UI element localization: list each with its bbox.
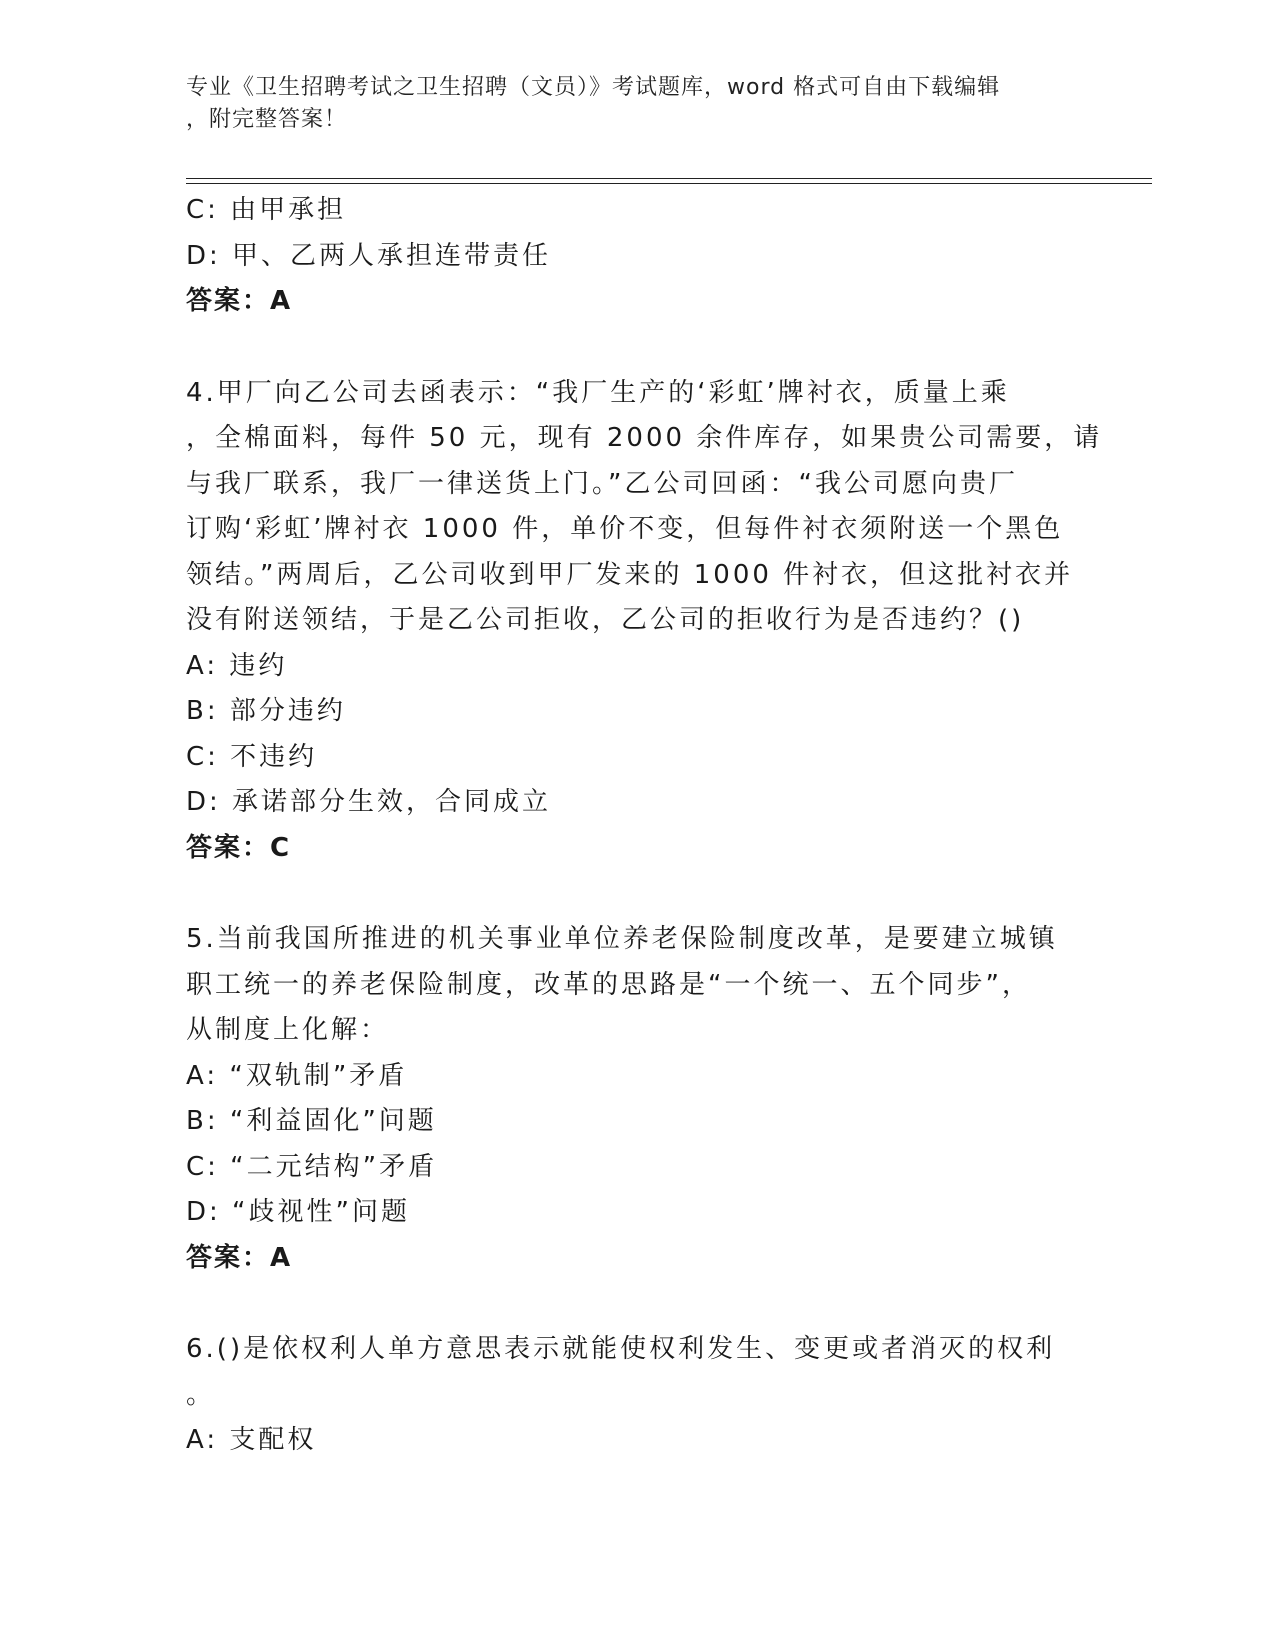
question-text-line: 5.当前我国所推进的机关事业单位养老保险制度改革，是要建立城镇 <box>186 924 1058 954</box>
question-3-tail <box>186 188 1086 325</box>
answer-line: 答案：A <box>186 1242 293 1273</box>
header-line-1: 专业《卫生招聘考试之卫生招聘（文员）》考试题库，word 格式可自由下载编辑 <box>186 75 1001 100</box>
option-a: A: 违约 <box>186 650 288 681</box>
question-text-line: 6.()是依权利人单方意思表示就能使权利发生、变更或者消灭的权利 <box>186 1334 1056 1364</box>
answer-line: 答案：A <box>186 286 293 316</box>
option-d: D: “歧视性”问题 <box>186 1197 410 1227</box>
spacer <box>186 871 1086 917</box>
question-text-line: 没有附送领结，于是乙公司拒收，乙公司的拒收行为是否违约？() <box>186 605 1025 635</box>
header-rule-top <box>186 178 1152 179</box>
page-header <box>186 72 1066 136</box>
option-c: C: 由甲承担 <box>186 195 347 225</box>
question-text-line: ，全棉面料，每件 50 元，现有 2000 余件库存，如果贵公司需要，请 <box>186 423 1103 453</box>
question-5 <box>186 917 1086 1281</box>
option-b: B: 部分违约 <box>186 696 346 726</box>
option-c: C: “二元结构”矛盾 <box>186 1151 438 1182</box>
option-d: D: 承诺部分生效，合同成立 <box>186 787 552 817</box>
option-c: C: 不违约 <box>186 741 318 772</box>
answer-line: 答案：C <box>186 832 292 863</box>
question-text-line: 。 <box>186 1379 216 1410</box>
option-d: D: 甲、乙两人承担连带责任 <box>186 240 552 271</box>
question-text-line: 4.甲厂向乙公司去函表示：“我厂生产的‘彩虹’牌衬衣，质量上乘 <box>186 377 1010 408</box>
question-text-line: 职工统一的养老保险制度，改革的思路是“一个统一、五个同步”， <box>186 969 1031 1000</box>
question-text-line: 领结。”两周后，乙公司收到甲厂发来的 1000 件衬衣，但这批衬衣并 <box>186 559 1074 590</box>
option-b: B: “利益固化”问题 <box>186 1106 437 1136</box>
header-line-2: ，附完整答案！ <box>186 107 348 132</box>
spacer <box>186 325 1086 371</box>
question-4 <box>186 371 1103 872</box>
spacer <box>186 1281 1086 1327</box>
question-text-line: 从制度上化解： <box>186 1015 390 1045</box>
header-rule-bottom <box>186 183 1152 184</box>
question-text-line: 与我厂联系，我厂一律送货上门。”乙公司回函：“我公司愿向贵厂 <box>186 468 1018 499</box>
question-6 <box>186 1327 1086 1464</box>
question-content <box>186 188 1103 1464</box>
option-a: A: 支配权 <box>186 1425 317 1455</box>
question-text-line: 订购‘彩虹’牌衬衣 1000 件，单价不变，但每件衬衣须附送一个黑色 <box>186 514 1064 544</box>
option-a: A: “双轨制”矛盾 <box>186 1060 408 1091</box>
